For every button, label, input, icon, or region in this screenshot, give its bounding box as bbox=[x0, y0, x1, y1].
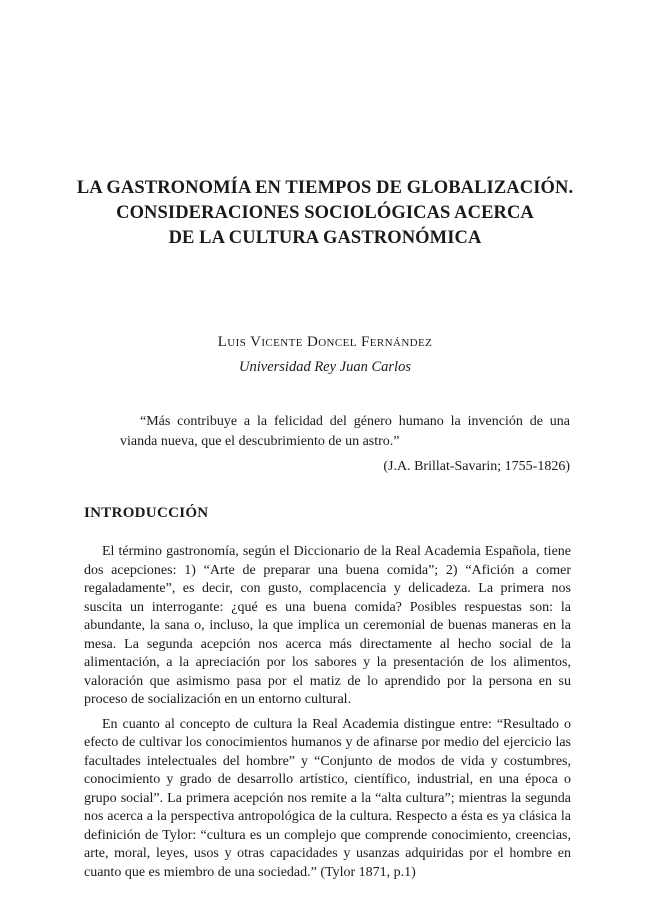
article-title bbox=[60, 176, 590, 251]
title-line-2: CONSIDERACIONES SOCIOLÓGICAS ACERCA bbox=[116, 203, 534, 223]
title-line-1: LA GASTRONOMÍA EN TIEMPOS DE GLOBALIZACIÓN. bbox=[76, 178, 574, 198]
epigraph-text: “Más contribuye a la felicidad del género humano la invención de una vianda nueva, que el descubrimiento de un astro.” bbox=[120, 414, 570, 449]
body-paragraph-1: El término gastronomía, según el Diccionario de la Real Academia Española, tiene dos acepciones: 1) “Arte de preparar una buena comida”; 2) “Afición a comer regaladamente”, es decir, con gusto, complacencia y delicadeza. La primera nos suscita un interrogante: ¿qué es una buena comida? Posibles respuestas son: la abundante, la sana o, incluso, la que implica un ceremonial de buenas maneras en la mesa. La segunda acepción nos acerca más directamente al hecho social de la alimentación, a la apreciación por los sabores y la presentación de los alimentos, valoración que asimismo pasa por el matiz de lo aprendido por la persona en su proceso de socialización en un entorno cultural. bbox=[84, 544, 571, 707]
epigraph-quote bbox=[120, 412, 570, 452]
section-heading: INTRODUCCIÓN bbox=[84, 505, 209, 521]
body-paragraph-2: En cuanto al concepto de cultura la Real Academia distingue entre: “Resultado o efecto de cultivar los conocimientos humanos y de afinarse por medio del ejercicio las facultades intelectuales del hombre” y “Conjunto de modos de vida y costumbres, conocimiento y grado de desarrollo artístico, científico, industrial, en una época o grupo social”. La primera acepción nos remite a la “alta cultura”; mientras la segunda nos acerca a la perspectiva antropológica de la cultura. Respecto a ésta es ya clásica la definición de Tylor: “cultura es un complejo que comprende conocimiento, creencias, arte, moral, leyes, usos y otras capacidades y usanzas adquiridas por el hombre en cuanto que es miembro de una sociedad.” (Tylor 1871, p.1) bbox=[84, 716, 571, 880]
epigraph-attribution: (J.A. Brillat-Savarin; 1755-1826) bbox=[383, 459, 570, 474]
title-line-3: DE LA CULTURA GASTRONÓMICA bbox=[168, 228, 482, 248]
author-affiliation: Universidad Rey Juan Carlos bbox=[239, 359, 411, 375]
author-name: Luis Vicente Doncel Fernández bbox=[217, 334, 433, 350]
section-body bbox=[84, 543, 571, 888]
